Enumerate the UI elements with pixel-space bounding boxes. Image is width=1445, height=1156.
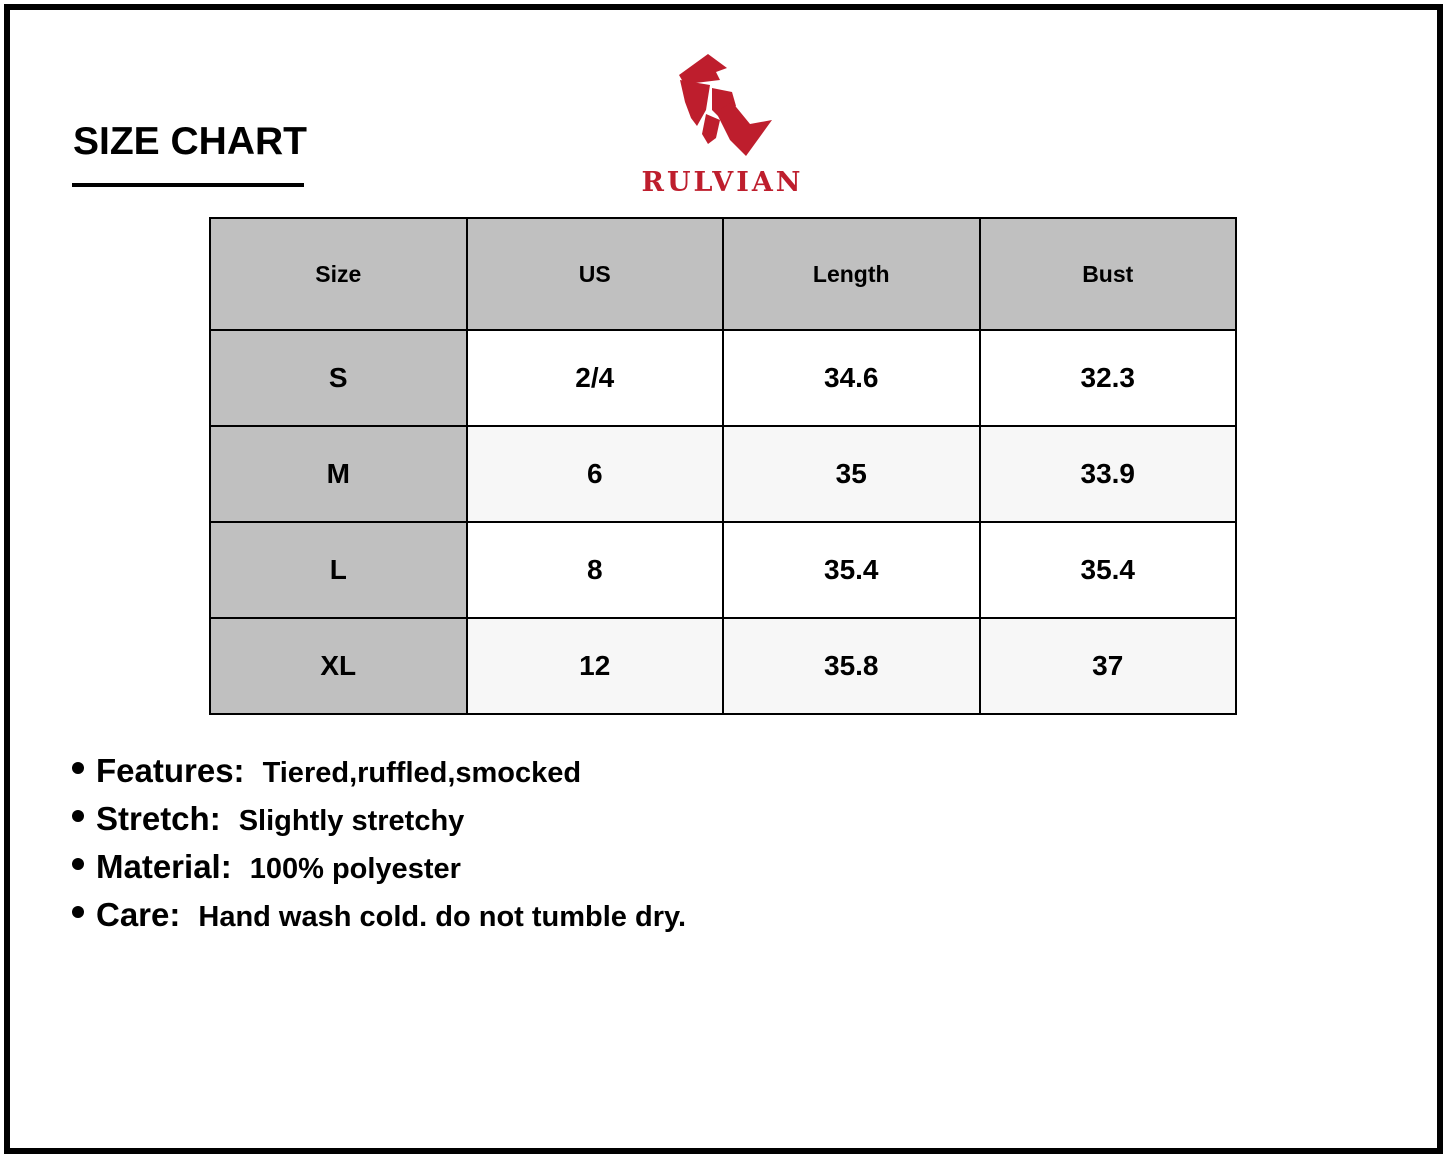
length-cell: 35.8 bbox=[723, 618, 980, 714]
table-row bbox=[210, 330, 1236, 426]
brand-name: RULVIAN bbox=[641, 167, 804, 198]
title-underline bbox=[72, 183, 304, 187]
us-cell: 6 bbox=[467, 426, 724, 522]
bullet-icon bbox=[72, 858, 84, 870]
detail-label: Material: bbox=[96, 848, 232, 885]
detail-value: Hand wash cold. do not tumble dry. bbox=[198, 901, 687, 933]
detail-label: Features: bbox=[96, 752, 245, 789]
size-table bbox=[209, 217, 1237, 715]
detail-value: 100% polyester bbox=[249, 853, 461, 885]
header-bust: Bust bbox=[980, 218, 1237, 330]
list-item bbox=[72, 800, 1072, 848]
bust-cell: 35.4 bbox=[980, 522, 1237, 618]
detail-label: Stretch: bbox=[96, 800, 221, 837]
length-cell: 34.6 bbox=[723, 330, 980, 426]
table-header-row bbox=[210, 218, 1236, 330]
detail-value: Tiered,ruffled,smocked bbox=[262, 757, 582, 789]
size-cell: L bbox=[210, 522, 467, 618]
us-cell: 12 bbox=[467, 618, 724, 714]
bullet-icon bbox=[72, 906, 84, 918]
detail-label: Care: bbox=[96, 896, 181, 933]
bullet-icon bbox=[72, 762, 84, 774]
bust-cell: 33.9 bbox=[980, 426, 1237, 522]
size-cell: S bbox=[210, 330, 467, 426]
table-row bbox=[210, 618, 1236, 714]
length-cell: 35 bbox=[723, 426, 980, 522]
header-size: Size bbox=[210, 218, 467, 330]
bust-cell: 37 bbox=[980, 618, 1237, 714]
size-cell: M bbox=[210, 426, 467, 522]
table-row bbox=[210, 522, 1236, 618]
size-cell: XL bbox=[210, 618, 467, 714]
list-item bbox=[72, 848, 1072, 896]
list-item bbox=[72, 752, 1072, 800]
list-item bbox=[72, 896, 1072, 944]
us-cell: 8 bbox=[467, 522, 724, 618]
product-details-list bbox=[72, 752, 1072, 944]
detail-value: Slightly stretchy bbox=[238, 805, 465, 837]
page-title: SIZE CHART bbox=[73, 120, 307, 163]
header-length: Length bbox=[723, 218, 980, 330]
us-cell: 2/4 bbox=[467, 330, 724, 426]
bullet-icon bbox=[72, 810, 84, 822]
header-us: US bbox=[467, 218, 724, 330]
bust-cell: 32.3 bbox=[980, 330, 1237, 426]
length-cell: 35.4 bbox=[723, 522, 980, 618]
table-row bbox=[210, 426, 1236, 522]
